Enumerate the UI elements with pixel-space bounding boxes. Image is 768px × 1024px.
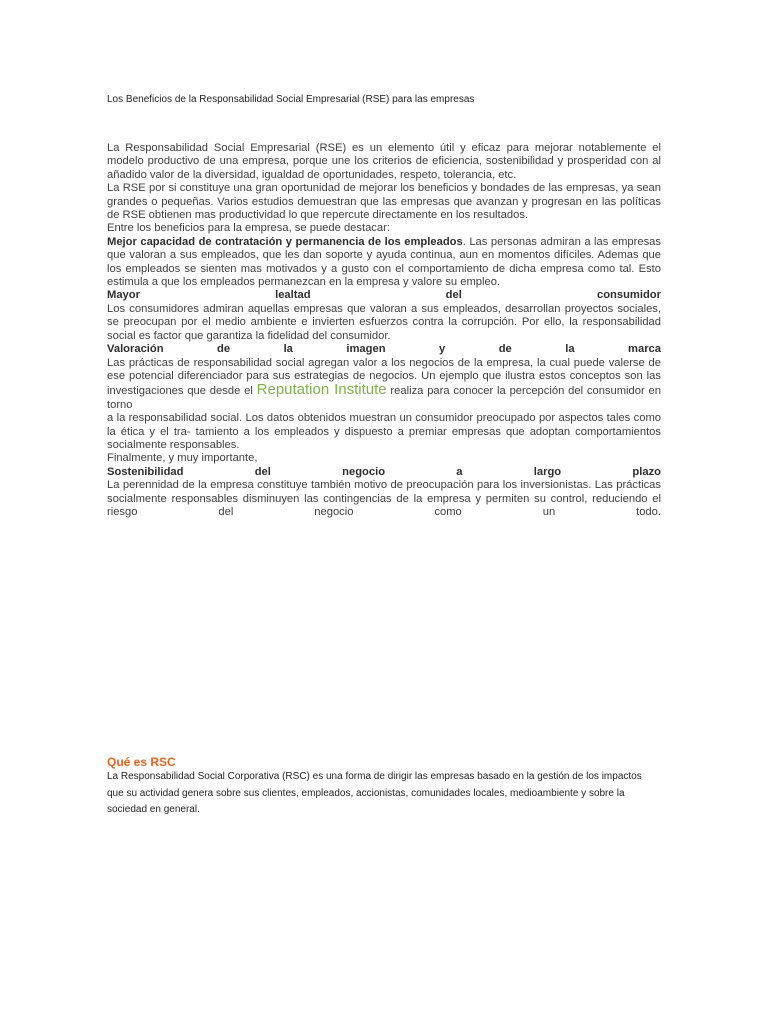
benefit-3-text-c: a la responsabilidad social. Los datos obtenidos muestran un consumidor preocupado por aspectos tales como la ética y el tra- tamiento a los empleados y dispuesto a premiar empresas que adoptan comportamientos socialmente responsables. [107,412,661,451]
intro-paragraph-2: La RSE por si constituye una gran oportunidad de mejorar los beneficios y bondades de las empresas, ya sean grandes o pequeñas. Varios estudios demuestran que las empresas que avanzan y progresan en las políticas de RSE obtienen mas productividad lo que repercute directamente en los resultados. [107,182,661,222]
benefit-3-text-b: realiza para conocer la percepción del consumidor en torno [107,385,661,411]
rsc-title: Qué es RSC [107,755,176,769]
benefit-2-text: Los consumidores admiran aquellas empresas que valoran a sus empleados, desarrollan proyectos sociales, se preocupan por el medio ambiente e invierten esfuerzos contra la corrupción. Por ello, la responsabilidad social es factor que garantiza la fidelidad del consumidor. [107,302,661,342]
rsc-paragraph: La Responsabilidad Social Corporativa (RSC) es una forma de dirigir las empresas basado en la gestión de los impactos que su actividad genera sobre sus clientes, empleados, accionistas, comunidades locales, medioambiente y sobre la sociedad en general. [107,771,642,815]
benefit-4-heading: Sostenibilidad del negocio a largo plazo [107,465,661,478]
intro-paragraph-1: La Responsabilidad Social Empresarial (RSE) es un elemento útil y eficaz para mejorar notablemente el modelo productivo de una empresa, porque une los criterios de eficiencia, sostenibilidad y prosperidad con al añadido valor de la diversidad, igualdad de oportunidades, respeto, tolerancia, etc. [107,142,661,181]
benefit-2-heading: Mayor lealtad del consumidor [107,289,661,302]
benefit-4-text: La perennidad de la empresa constituye también motivo de preocupación para los inversionistas. Las prácticas socialmente responsables disminuyen las contingencias de la empresa y permiten su control, reduciendo el riesgo del negocio como un todo. [107,479,661,518]
benefit-1-text: . Las personas admiran a las empresas que valoran a sus empleados, que les dan soporte y ayuda continua, aun en momentos difíciles. Ademas que los empleados se sienten mas motivados y a gusto con el comportamiento de dicha empresa como tal. Esto estimula a que los empleados permanezcan en la empresa y valore su empleo. [107,235,661,289]
benefit-3-text [107,357,661,413]
benefit-3-text-a: Las prácticas de responsabilidad social agregan valor a los negocios de la empresa, la cual puede valerse de ese potencial diferenciador para sus estrategias de negocios. Un ejemplo que ilustra estos conceptos son las investigaciones que desde el [107,356,661,398]
intro-paragraph-3: Entre los beneficios para la empresa, se puede destacar: [107,222,390,235]
document-body [107,142,661,519]
benefit-1 [107,236,661,290]
reputation-institute-link[interactable]: Reputation Institute [256,381,387,399]
finally-text: Finalmente, y muy importante, [107,452,258,465]
benefit-3-heading: Valoración de la imagen y de la marca [107,343,661,356]
benefit-1-heading: Mejor capacidad de contratación y permanencia de los empleados [107,235,463,248]
document-title: Los Beneficios de la Responsabilidad Social Empresarial (RSE) para las empresas [107,94,475,105]
